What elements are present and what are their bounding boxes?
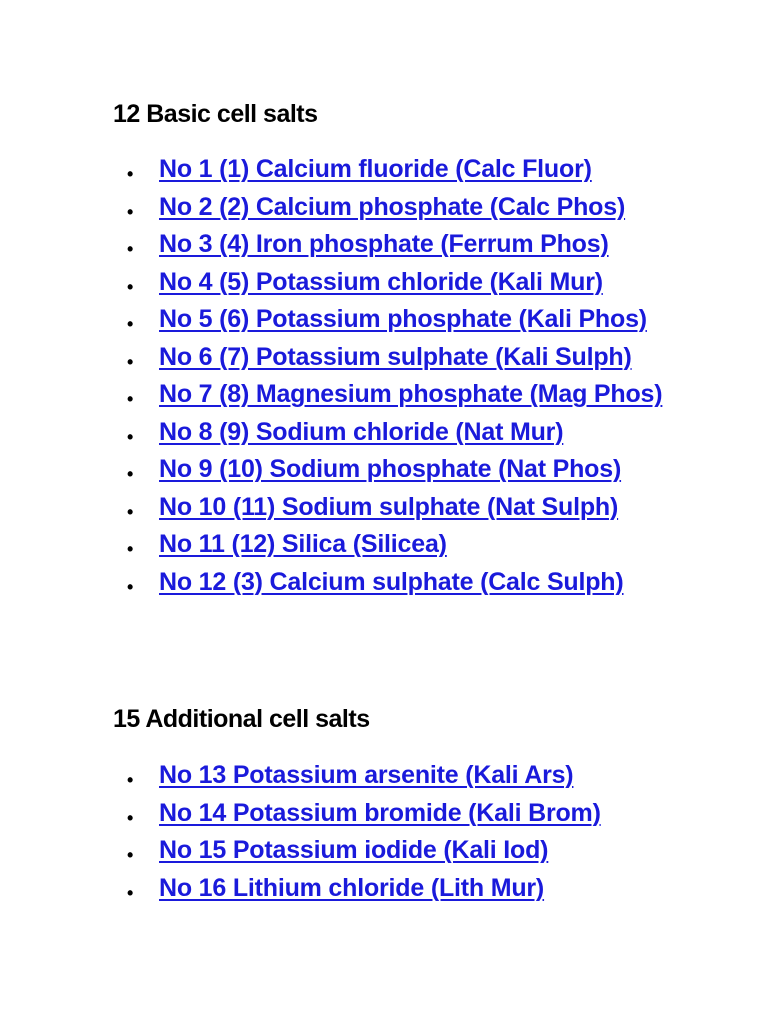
bullet-icon: • [127, 882, 134, 903]
list-item [0, 264, 768, 302]
list-item [0, 226, 768, 264]
bullet-icon: • [127, 426, 134, 447]
list-item [0, 339, 768, 377]
list-item [0, 795, 768, 833]
salt-link[interactable]: No 9 (10) Sodium phosphate (Nat Phos) [159, 455, 622, 483]
salt-link[interactable]: No 12 (3) Calcium sulphate (Calc Sulph) [159, 567, 624, 596]
list-item [0, 870, 768, 908]
section-heading-additional-cell-salts: 15 Additional cell salts [113, 705, 370, 733]
bullet-icon: • [127, 239, 134, 259]
bullet-icon: • [127, 464, 134, 484]
basic-cell-salts-list [0, 151, 768, 601]
bullet-icon: • [127, 351, 134, 372]
bullet-icon: • [127, 389, 134, 409]
list-item [0, 189, 768, 227]
list-item [0, 301, 768, 339]
salt-link[interactable]: No 6 (7) Potassium sulphate (Kali Sulph) [159, 342, 632, 371]
salt-link[interactable]: No 11 (12) Silica (Silicea) [159, 530, 447, 558]
salt-link[interactable]: No 14 Potassium bromide (Kali Brom) [159, 798, 601, 827]
salt-link[interactable]: No 1 (1) Calcium fluoride (Calc Fluor) [159, 155, 592, 183]
salt-link[interactable]: No 5 (6) Potassium phosphate (Kali Phos) [159, 305, 647, 333]
salt-link[interactable]: No 2 (2) Calcium phosphate (Calc Phos) [159, 192, 626, 221]
bullet-icon: • [127, 164, 134, 184]
salt-link[interactable]: No 8 (9) Sodium chloride (Nat Mur) [159, 417, 564, 446]
bullet-icon: • [127, 501, 134, 522]
salt-link[interactable]: No 13 Potassium arsenite (Kali Ars) [159, 761, 574, 789]
salt-link[interactable]: No 4 (5) Potassium chloride (Kali Mur) [159, 267, 603, 296]
salt-link[interactable]: No 10 (11) Sodium sulphate (Nat Sulph) [159, 492, 619, 521]
list-item [0, 832, 768, 870]
bullet-icon: • [127, 201, 134, 222]
bullet-icon: • [127, 845, 134, 865]
bullet-icon: • [127, 539, 134, 559]
list-item [0, 526, 768, 564]
list-item [0, 451, 768, 489]
list-item [0, 564, 768, 602]
list-item [0, 414, 768, 452]
list-item [0, 489, 768, 527]
additional-cell-salts-list [0, 757, 768, 907]
salt-link[interactable]: No 3 (4) Iron phosphate (Ferrum Phos) [159, 230, 609, 258]
list-item [0, 757, 768, 795]
section-heading-basic-cell-salts: 12 Basic cell salts [113, 100, 318, 128]
salt-link[interactable]: No 15 Potassium iodide (Kali Iod) [159, 836, 549, 864]
bullet-icon: • [127, 314, 134, 334]
bullet-icon: • [127, 770, 134, 790]
bullet-icon: • [127, 807, 134, 828]
salt-link[interactable]: No 16 Lithium chloride (Lith Mur) [159, 873, 545, 902]
list-item [0, 151, 768, 189]
list-item [0, 376, 768, 414]
bullet-icon: • [127, 276, 134, 297]
bullet-icon: • [127, 576, 134, 597]
salt-link[interactable]: No 7 (8) Magnesium phosphate (Mag Phos) [159, 380, 663, 408]
